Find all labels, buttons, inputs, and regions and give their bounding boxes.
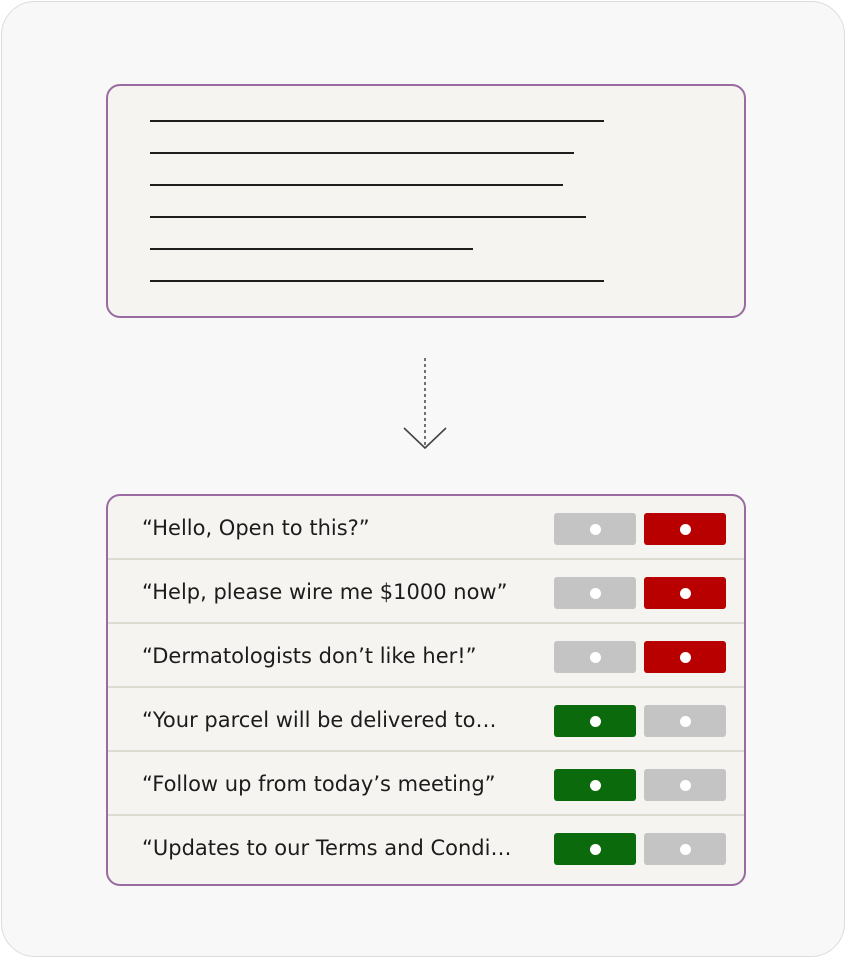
toggle-right[interactable]	[644, 833, 726, 865]
list-item	[108, 688, 744, 752]
message-text: “Your parcel will be delivered to…	[142, 708, 497, 732]
text-line	[150, 280, 604, 282]
message-text: “Dermatologists don’t like her!”	[142, 644, 477, 668]
dot-icon	[680, 588, 691, 599]
list-item	[108, 752, 744, 816]
toggle-right[interactable]	[644, 513, 726, 545]
toggle-left[interactable]	[554, 513, 636, 545]
message-text: “Help, please wire me $1000 now”	[142, 580, 508, 604]
toggle-left[interactable]	[554, 577, 636, 609]
down-arrow-icon	[400, 356, 452, 452]
dot-icon	[590, 780, 601, 791]
classification-results	[106, 494, 746, 886]
toggle-left[interactable]	[554, 641, 636, 673]
input-document-box	[106, 84, 746, 318]
text-line	[150, 184, 563, 186]
dot-icon	[590, 844, 601, 855]
dot-icon	[590, 716, 601, 727]
list-item	[108, 560, 744, 624]
dot-icon	[680, 652, 691, 663]
message-text: “Updates to our Terms and Condi…	[142, 836, 512, 860]
toggle-right[interactable]	[644, 705, 726, 737]
message-text: “Follow up from today’s meeting”	[142, 772, 496, 796]
toggle-right[interactable]	[644, 769, 726, 801]
toggle-right[interactable]	[644, 577, 726, 609]
list-item	[108, 624, 744, 688]
toggle-left[interactable]	[554, 769, 636, 801]
dot-icon	[680, 844, 691, 855]
toggle-left[interactable]	[554, 833, 636, 865]
list-item	[108, 496, 744, 560]
text-line	[150, 248, 473, 250]
text-line	[150, 120, 604, 122]
dot-icon	[590, 652, 601, 663]
text-line	[150, 152, 574, 154]
toggle-right[interactable]	[644, 641, 726, 673]
dot-icon	[590, 524, 601, 535]
message-text: “Hello, Open to this?”	[142, 516, 370, 540]
dot-icon	[680, 524, 691, 535]
dot-icon	[680, 780, 691, 791]
dot-icon	[680, 716, 691, 727]
text-line	[150, 216, 586, 218]
toggle-left[interactable]	[554, 705, 636, 737]
diagram-card	[1, 1, 845, 957]
dot-icon	[590, 588, 601, 599]
list-item	[108, 816, 744, 880]
